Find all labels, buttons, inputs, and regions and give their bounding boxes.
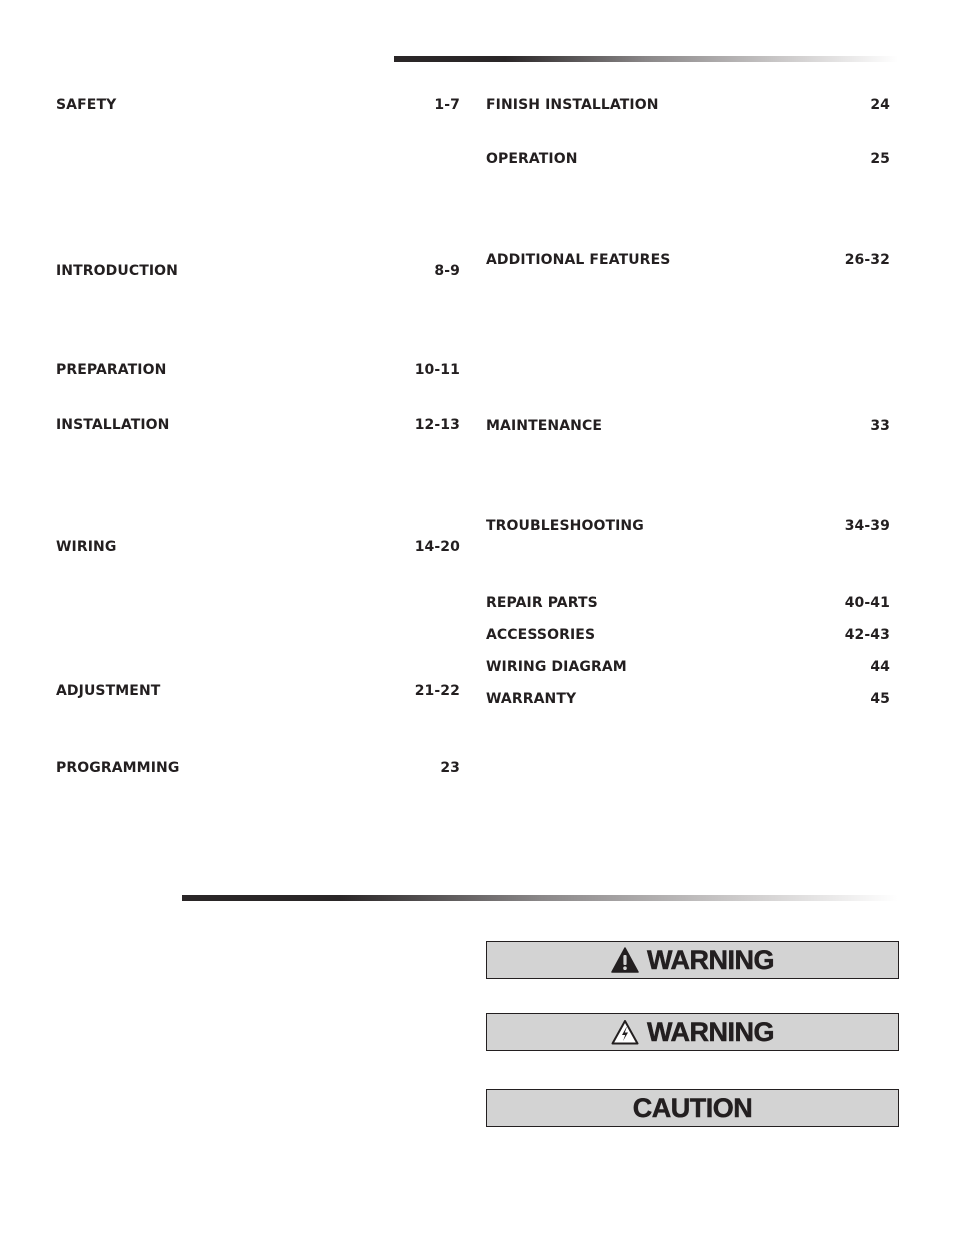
toc-page: 42-43 <box>844 627 890 643</box>
toc-label: TROUBLESHOOTING <box>486 518 644 534</box>
toc-page: 23 <box>440 760 460 776</box>
toc-entry-wiring[interactable] <box>56 538 460 556</box>
caution-signal-panel <box>486 1089 899 1127</box>
toc-page: 40-41 <box>844 595 890 611</box>
toc-page: 44 <box>870 659 890 675</box>
electrical-warning-signal-panel <box>486 1013 899 1051</box>
toc-entry-warranty[interactable] <box>486 690 890 708</box>
toc-label: SAFETY <box>56 97 117 113</box>
toc-label: WIRING <box>56 539 117 555</box>
signal-word-text: CAUTION <box>632 1092 753 1123</box>
toc-entry-wiring-diagram[interactable] <box>486 658 890 676</box>
toc-page: 12-13 <box>414 417 460 433</box>
warning-triangle-icon <box>611 947 639 973</box>
toc-entry-programming[interactable] <box>56 759 460 777</box>
toc-label: ADJUSTMENT <box>56 683 161 699</box>
toc-entry-finish-installation[interactable] <box>486 96 890 114</box>
toc-entry-safety[interactable] <box>56 96 460 114</box>
toc-entry-additional-features[interactable] <box>486 251 890 269</box>
toc-label: ACCESSORIES <box>486 627 596 643</box>
toc-entry-troubleshooting[interactable] <box>486 517 890 535</box>
toc-page: 25 <box>870 151 890 167</box>
toc-entry-introduction[interactable] <box>56 262 460 280</box>
toc-entry-preparation[interactable] <box>56 361 460 379</box>
toc-page: 45 <box>870 691 890 707</box>
signal-word-text: WARNING <box>647 944 774 975</box>
toc-page: 21-22 <box>414 683 460 699</box>
warning-signal-panel <box>486 941 899 979</box>
header-divider-bar <box>394 56 898 62</box>
toc-label: OPERATION <box>486 151 578 167</box>
toc-page: 24 <box>870 97 890 113</box>
toc-page: 14-20 <box>414 539 460 555</box>
section-divider-bar <box>182 895 898 901</box>
toc-entry-installation[interactable] <box>56 416 460 434</box>
toc-label: PROGRAMMING <box>56 760 180 776</box>
toc-label: FINISH INSTALLATION <box>486 97 659 113</box>
toc-label: INSTALLATION <box>56 417 170 433</box>
toc-label: INTRODUCTION <box>56 263 178 279</box>
toc-entry-maintenance[interactable] <box>486 417 890 435</box>
toc-page: 26-32 <box>844 252 890 268</box>
toc-label: MAINTENANCE <box>486 418 603 434</box>
toc-entry-accessories[interactable] <box>486 626 890 644</box>
toc-page: 8-9 <box>434 263 460 279</box>
toc-label: WARRANTY <box>486 691 577 707</box>
toc-label: ADDITIONAL FEATURES <box>486 252 671 268</box>
electric-shock-triangle-icon <box>611 1019 639 1045</box>
signal-word-text: WARNING <box>647 1016 774 1047</box>
toc-label: WIRING DIAGRAM <box>486 659 627 675</box>
toc-page: 10-11 <box>414 362 460 378</box>
toc-entry-operation[interactable] <box>486 150 890 168</box>
toc-label: REPAIR PARTS <box>486 595 598 611</box>
toc-entry-repair-parts[interactable] <box>486 594 890 612</box>
toc-label: PREPARATION <box>56 362 167 378</box>
toc-entry-adjustment[interactable] <box>56 682 460 700</box>
toc-page: 1-7 <box>434 97 460 113</box>
toc-page: 34-39 <box>844 518 890 534</box>
toc-page: 33 <box>870 418 890 434</box>
